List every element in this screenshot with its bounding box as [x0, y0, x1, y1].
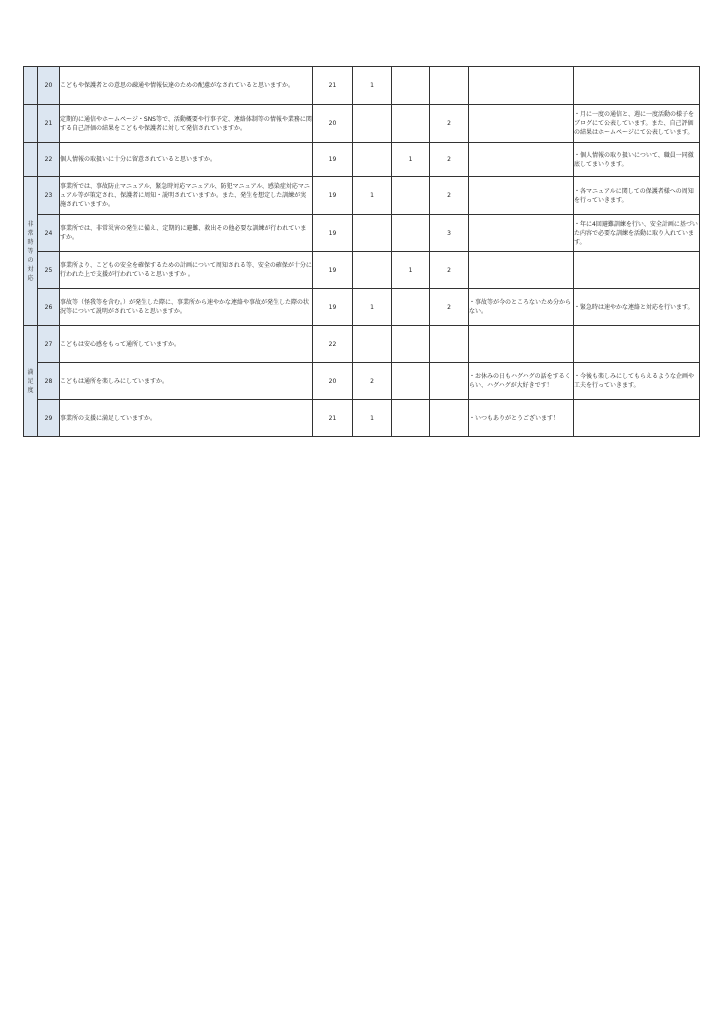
- guardian-comment: [469, 326, 574, 363]
- category-cell-blank: [24, 105, 38, 143]
- guardian-comment: ・いつもありがとうございます！: [469, 400, 574, 437]
- question-number: 24: [38, 215, 60, 252]
- count-no: [392, 215, 430, 252]
- count-no: 1: [392, 252, 430, 289]
- count-unknown: 2: [430, 105, 469, 143]
- count-unknown: 2: [430, 252, 469, 289]
- count-neutral: [353, 252, 392, 289]
- count-unknown: 3: [430, 215, 469, 252]
- guardian-comment: ・事故等が今のところないため分からない。: [469, 289, 574, 326]
- count-neutral: 1: [353, 289, 392, 326]
- guardian-comment: [469, 143, 574, 177]
- question-text: こどもは通所を楽しみにしていますか。: [60, 363, 313, 400]
- table-row: [24, 177, 700, 215]
- question-text: 定期的に通信やホームページ・SNS等で、活動概要や行事予定、連絡体制等の情報や業務に関する自己評価の結果をこどもや保護者に対して発信されていますか。: [60, 105, 313, 143]
- count-unknown: 2: [430, 143, 469, 177]
- question-number: 21: [38, 105, 60, 143]
- facility-response: [574, 252, 700, 289]
- question-text: 事業所の支援に満足していますか。: [60, 400, 313, 437]
- guardian-comment: [469, 105, 574, 143]
- count-unknown: 2: [430, 289, 469, 326]
- count-no: [392, 67, 430, 105]
- question-number: 29: [38, 400, 60, 437]
- table-row: [24, 105, 700, 143]
- guardian-comment: ・お休みの日もハグハグの話をするくらい、ハグハグが大好きです！: [469, 363, 574, 400]
- count-no: [392, 289, 430, 326]
- table-row: [24, 215, 700, 252]
- question-text: こどもや保護者との意思の疎通や情報伝達のための配慮がなされていると思いますか。: [60, 67, 313, 105]
- count-yes: 19: [313, 289, 353, 326]
- table-row: [24, 363, 700, 400]
- table-row: [24, 400, 700, 437]
- question-text: 事故等（怪我等を含む。）が発生した際に、事業所から速やかな連絡や事故が発生した際の状況等について説明がされていると思いますか。: [60, 289, 313, 326]
- question-number: 23: [38, 177, 60, 215]
- category-emergency: [24, 177, 38, 326]
- question-text: こどもは安心感をもって通所していますか。: [60, 326, 313, 363]
- count-yes: 21: [313, 67, 353, 105]
- guardian-comment: [469, 215, 574, 252]
- category-satisfaction: [24, 326, 38, 437]
- guardian-comment: [469, 67, 574, 105]
- count-unknown: 2: [430, 177, 469, 215]
- count-neutral: 2: [353, 363, 392, 400]
- question-number: 20: [38, 67, 60, 105]
- count-neutral: [353, 143, 392, 177]
- facility-response: ・個人情報の取り扱いについて、職員一同徹底してまいります。: [574, 143, 700, 177]
- count-unknown: [430, 363, 469, 400]
- facility-response: ・緊急時は速やかな連絡と対応を行います。: [574, 289, 700, 326]
- count-no: [392, 177, 430, 215]
- count-no: [392, 363, 430, 400]
- count-no: [392, 326, 430, 363]
- question-number: 22: [38, 143, 60, 177]
- question-number: 27: [38, 326, 60, 363]
- survey-results-table: [23, 66, 700, 437]
- count-neutral: 1: [353, 400, 392, 437]
- table-row: [24, 326, 700, 363]
- count-unknown: [430, 67, 469, 105]
- question-number: 25: [38, 252, 60, 289]
- category-cell-blank: [24, 143, 38, 177]
- count-yes: 19: [313, 177, 353, 215]
- question-text: 事業所より、こどもの安全を確保するための計画について周知される等、安全の確保が十分に行われた上で支援が行われていると思いますか 。: [60, 252, 313, 289]
- category-cell-blank: [24, 67, 38, 105]
- facility-response: ・年に4回避難訓練を行い、安全計画に基づいた内容で必要な訓練を活動に取り入れています。: [574, 215, 700, 252]
- facility-response: ・今後も楽しみにしてもらえるような企画や工夫を行っていきます。: [574, 363, 700, 400]
- count-neutral: [353, 105, 392, 143]
- count-no: 1: [392, 143, 430, 177]
- facility-response: ・各マニュアルに関しての保護者様への周知を行っていきます。: [574, 177, 700, 215]
- question-number: 26: [38, 289, 60, 326]
- table-row: [24, 289, 700, 326]
- facility-response: [574, 400, 700, 437]
- count-no: [392, 400, 430, 437]
- count-yes: 20: [313, 105, 353, 143]
- question-number: 28: [38, 363, 60, 400]
- category-label: 非常時等の対応: [27, 220, 34, 282]
- count-yes: 19: [313, 215, 353, 252]
- table-row: [24, 67, 700, 105]
- count-yes: 22: [313, 326, 353, 363]
- table-row: [24, 252, 700, 289]
- count-neutral: [353, 215, 392, 252]
- question-text: 個人情報の取扱いに十分に留意されていると思いますか。: [60, 143, 313, 177]
- question-text: 事業所では、事故防止マニュアル、緊急時対応マニュアル、防犯マニュアル、感染症対応マニュアル等が策定され、保護者に周知・説明されていますか。また、発生を想定した訓練が実施されていますか。: [60, 177, 313, 215]
- count-neutral: [353, 326, 392, 363]
- guardian-comment: [469, 177, 574, 215]
- count-no: [392, 105, 430, 143]
- count-yes: 20: [313, 363, 353, 400]
- count-yes: 21: [313, 400, 353, 437]
- count-unknown: [430, 326, 469, 363]
- count-yes: 19: [313, 252, 353, 289]
- guardian-comment: [469, 252, 574, 289]
- table-row: [24, 143, 700, 177]
- facility-response: ・月に一度の通信と、週に一度活動の様子をブログにて公表しています。また、自己評価の結果はホームページにて公表しています。: [574, 105, 700, 143]
- question-text: 事業所では、非常災害の発生に備え、定期的に避難、救出その他必要な訓練が行われていますか。: [60, 215, 313, 252]
- count-neutral: 1: [353, 67, 392, 105]
- facility-response: [574, 67, 700, 105]
- count-yes: 19: [313, 143, 353, 177]
- category-label: 満足度: [27, 368, 34, 394]
- facility-response: [574, 326, 700, 363]
- count-unknown: [430, 400, 469, 437]
- count-neutral: 1: [353, 177, 392, 215]
